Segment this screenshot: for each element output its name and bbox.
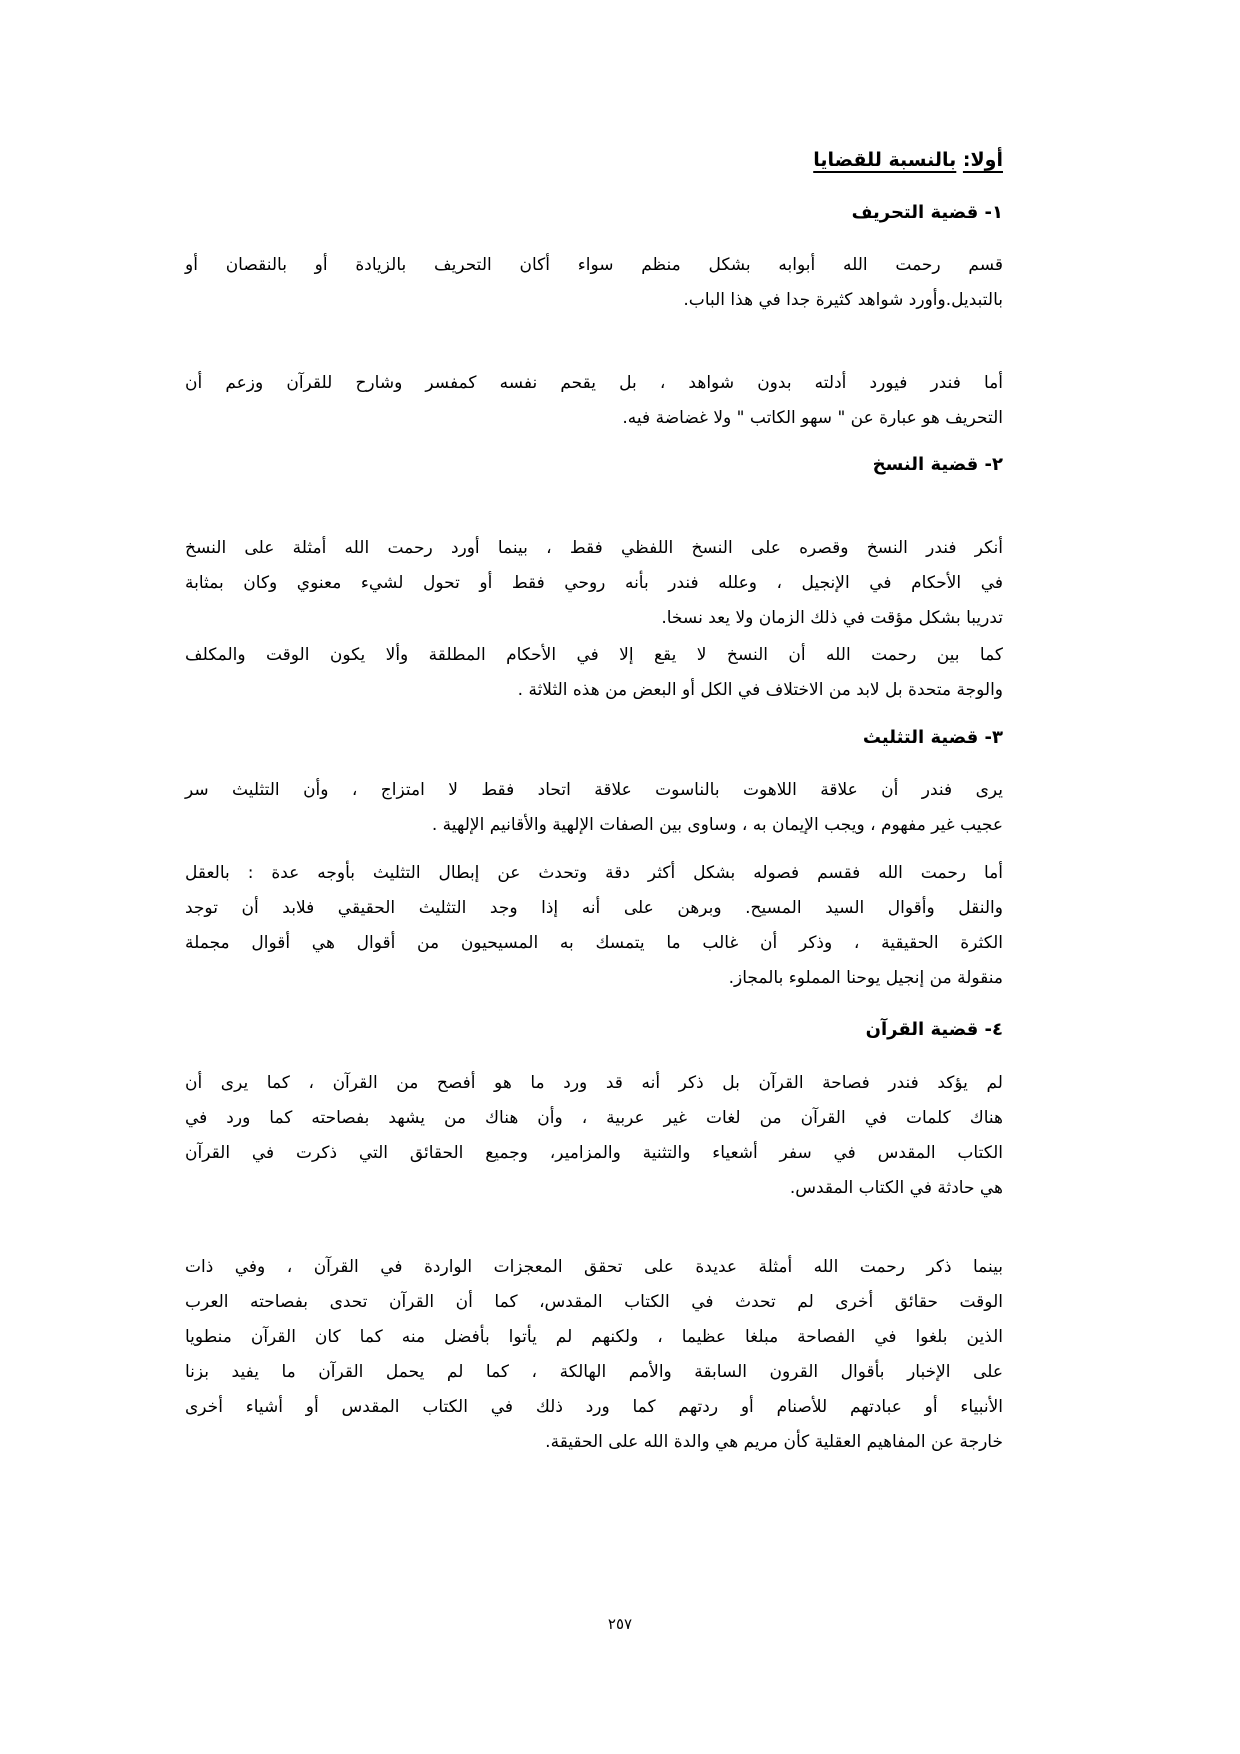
section-heading: ٢- قضية النسخ [872, 454, 1003, 475]
paragraph-line: الأنبياء أو عبادتهم للأصنام أو ردتهم كما ورد ذلك في الكتاب المقدس أو أشياء أخرى [185, 1397, 1003, 1417]
paragraph-line: أما رحمت الله فقسم فصوله بشكل أكثر دقة وتحدث عن إبطال التثليث بأوجه عدة : بالعقل [185, 863, 1003, 883]
paragraph-line: تدريبا بشكل مؤقت في ذلك الزمان ولا يعد نسخا. [661, 608, 1003, 628]
page-number: ٢٥٧ [607, 1615, 633, 1633]
paragraph [185, 248, 1003, 318]
paragraph-line: أما فندر فيورد أدلته بدون شواهد ، بل يقحم نفسه كمفسر وشارح للقرآن وزعم أن [185, 373, 1003, 393]
paragraph-line: بالتبديل.وأورد شواهد كثيرة جدا في هذا الباب. [683, 290, 1003, 310]
paragraph-line: هناك كلمات في القرآن من لغات غير عربية ، وأن هناك من يشهد بفصاحته كما ورد في [185, 1108, 1003, 1128]
page-title [813, 145, 1003, 175]
paragraph [185, 531, 1003, 636]
paragraph-line: عجيب غير مفهوم ، ويجب الإيمان به ، وساوى بين الصفات الإلهية والأقانيم الإلهية . [431, 815, 1003, 835]
paragraph [185, 856, 1003, 996]
paragraph-line: على الإخبار بأقوال القرون السابقة والأمم الهالكة ، كما لم يحمل القرآن ما يفيد بزنا [185, 1362, 1003, 1382]
paragraph-line: منقولة من إنجيل يوحنا المملوء بالمجاز. [728, 968, 1003, 988]
page-title-prefix: أولا: [962, 149, 1003, 171]
paragraph [185, 366, 1003, 436]
paragraph-line: بينما ذكر رحمت الله أمثلة عديدة على تحقق المعجزات الواردة في القرآن ، وفي ذات [185, 1257, 1003, 1277]
paragraph-line: لم يؤكد فندر فصاحة القرآن بل ذكر أنه قد ورد ما هو أفصح من القرآن ، كما يرى أن [185, 1073, 1003, 1093]
paragraph-line: الوقت حقائق أخرى لم تحدث في الكتاب المقدس، كما أن القرآن تحدى بفصاحته العرب [185, 1292, 1003, 1312]
paragraph-line: والوجة متحدة بل لابد من الاختلاف في الكل أو البعض من هذه الثلاثة . [517, 680, 1003, 700]
paragraph-line: كما بين رحمت الله أن النسخ لا يقع إلا في الأحكام المطلقة وألا يكون الوقت والمكلف [185, 645, 1003, 665]
paragraph-line: في الأحكام في الإنجيل ، وعلله فندر بأنه روحي فقط أو تحول لشيء معنوي وكان بمثابة [185, 573, 1003, 593]
paragraph [185, 1066, 1003, 1206]
paragraph [185, 1250, 1003, 1460]
paragraph-line: هي حادثة في الكتاب المقدس. [789, 1178, 1003, 1198]
paragraph-line: يرى فندر أن علاقة اللاهوت بالناسوت علاقة اتحاد فقط لا امتزاج ، وأن التثليث سر [185, 780, 1003, 800]
section-heading: ٣- قضية التثليث [862, 727, 1003, 748]
paragraph-line: التحريف هو عبارة عن " سهو الكاتب " ولا غضاضة فيه. [622, 408, 1003, 428]
paragraph-line: قسم رحمت الله أبوابه بشكل منظم سواء أكان التحريف بالزيادة أو بالنقصان أو [185, 255, 1003, 275]
page-title-text: بالنسبة للقضايا [813, 149, 957, 171]
paragraph-line: خارجة عن المفاهيم العقلية كأن مريم هي والدة الله على الحقيقة. [545, 1432, 1003, 1452]
paragraph-line: الكثرة الحقيقية ، وذكر أن غالب ما يتمسك به المسيحيون من أقوال هي أقوال مجملة [185, 933, 1003, 953]
paragraph-line: الكتاب المقدس في سفر أشعياء والتثنية والمزامير، وجميع الحقائق التي ذكرت في القرآن [185, 1143, 1003, 1163]
section-heading: ٤- قضية القرآن [865, 1019, 1003, 1040]
paragraph-line: الذين بلغوا في الفصاحة مبلغا عظيما ، ولكنهم لم يأتوا بأفضل منه كما كان القرآن منطويا [185, 1327, 1003, 1347]
paragraph-line: والنقل وأقوال السيد المسيح. وبرهن على أنه إذا وجد التثليث الحقيقي فلابد أن توجد [185, 898, 1003, 918]
paragraph [185, 773, 1003, 843]
section-heading: ١- قضية التحريف [851, 202, 1003, 223]
paragraph [185, 638, 1003, 708]
paragraph-line: أنكر فندر النسخ وقصره على النسخ اللفظي فقط ، بينما أورد رحمت الله أمثلة على النسخ [185, 538, 1003, 558]
